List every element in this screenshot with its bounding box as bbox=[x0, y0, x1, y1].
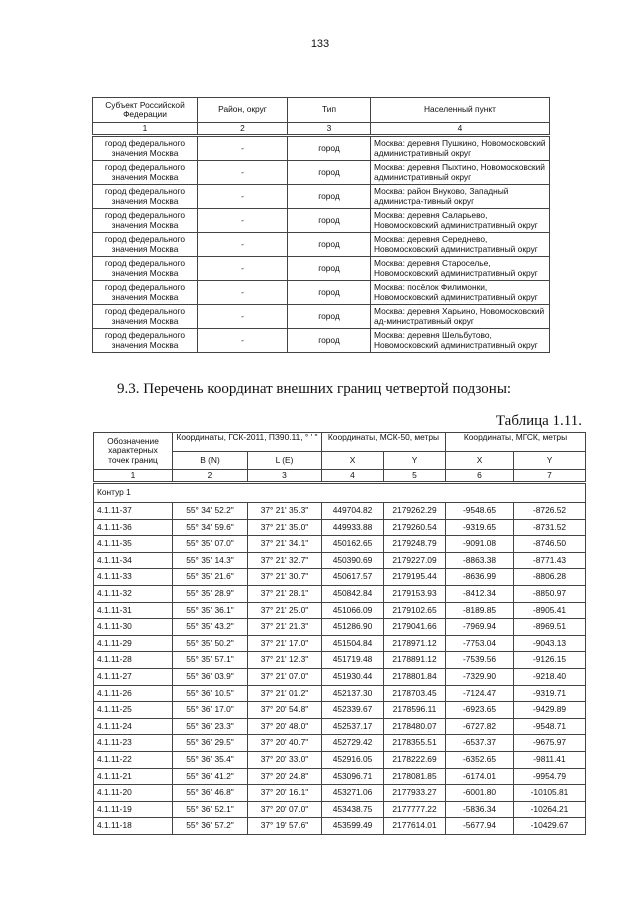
table-cell: 2179153.93 bbox=[384, 585, 446, 602]
table-cell: 37° 20' 40.7" bbox=[248, 735, 322, 752]
table-cell: 37° 21' 32.7" bbox=[248, 552, 322, 569]
table-cell: 4.1.11-20 bbox=[94, 785, 173, 802]
table-cell: -6174.01 bbox=[446, 768, 514, 785]
table-cell: 453271.06 bbox=[322, 785, 384, 802]
table-cell: -9126.15 bbox=[514, 652, 586, 669]
table-cell: 449704.82 bbox=[322, 503, 384, 520]
table-header bbox=[93, 98, 550, 123]
table-cell: 4.1.11-26 bbox=[94, 685, 173, 702]
section-heading: 9.3. Перечень координат внешних границ четвертой подзоны: bbox=[117, 381, 512, 397]
table-cell: -9811.41 bbox=[514, 751, 586, 768]
table-cell: -10105.81 bbox=[514, 785, 586, 802]
table-cell: город bbox=[288, 161, 371, 185]
column-number: 6 bbox=[446, 470, 514, 483]
table-cell: 55° 35' 28.9" bbox=[173, 585, 248, 602]
table-cell: -8189.85 bbox=[446, 602, 514, 619]
table-cell: 55° 35' 14.3" bbox=[173, 552, 248, 569]
table-cell: 37° 21' 25.0" bbox=[248, 602, 322, 619]
table-cell: - bbox=[198, 136, 288, 161]
table-cell: 37° 20' 07.0" bbox=[248, 801, 322, 818]
table-cell: -9091.08 bbox=[446, 536, 514, 553]
table-cell: Москва: деревня Харьино, Новомосковский ад-министративный округ bbox=[371, 305, 550, 329]
table-cell: Москва: посёлок Филимонки, Новомосковский административный округ bbox=[371, 281, 550, 305]
table-cell: -5677.94 bbox=[446, 818, 514, 835]
table-cell: -9218.40 bbox=[514, 668, 586, 685]
table-cell: 451066.09 bbox=[322, 602, 384, 619]
table-cell: 2178596.11 bbox=[384, 702, 446, 719]
column-number: 2 bbox=[173, 470, 248, 483]
table-cell: Москва: деревня Пушкино, Новомосковский административный округ bbox=[371, 136, 550, 161]
table-cell: 450842.84 bbox=[322, 585, 384, 602]
table-cell: -9043.13 bbox=[514, 635, 586, 652]
table-cell: 2178703.45 bbox=[384, 685, 446, 702]
table-cell: 4.1.11-29 bbox=[94, 635, 173, 652]
header-cell: X bbox=[446, 451, 514, 470]
table-cell: 37° 20' 48.0" bbox=[248, 718, 322, 735]
table-row bbox=[93, 185, 550, 209]
table-row bbox=[93, 209, 550, 233]
table-cell: 2178480.07 bbox=[384, 718, 446, 735]
table-row bbox=[94, 635, 586, 652]
header-cell: Координаты, МГСК, метры bbox=[446, 433, 586, 452]
table-cell: 450390.69 bbox=[322, 552, 384, 569]
table-cell: город федерального значения Москва bbox=[93, 233, 198, 257]
column-number: 4 bbox=[371, 123, 550, 136]
table-cell: 450162.65 bbox=[322, 536, 384, 553]
table-cell: 55° 36' 41.2" bbox=[173, 768, 248, 785]
table-cell: 55° 36' 03.9" bbox=[173, 668, 248, 685]
table-cell: 4.1.11-30 bbox=[94, 619, 173, 636]
table-cell: 4.1.11-31 bbox=[94, 602, 173, 619]
table-cell: -9319.65 bbox=[446, 519, 514, 536]
table-cell: 453096.71 bbox=[322, 768, 384, 785]
table-cell: -9548.71 bbox=[514, 718, 586, 735]
table-header bbox=[94, 433, 586, 452]
table-cell: город федерального значения Москва bbox=[93, 329, 198, 353]
table-cell: -8969.51 bbox=[514, 619, 586, 636]
table-cell: -8636.99 bbox=[446, 569, 514, 586]
table-cell: город bbox=[288, 281, 371, 305]
table-cell: 453599.49 bbox=[322, 818, 384, 835]
table-cell: город bbox=[288, 185, 371, 209]
coordinates-table bbox=[93, 432, 586, 835]
table-cell: -6923.65 bbox=[446, 702, 514, 719]
header-cell: Район, округ bbox=[198, 98, 288, 123]
table-caption: Таблица 1.11. bbox=[495, 413, 582, 429]
table-cell: 2178801.84 bbox=[384, 668, 446, 685]
header-cell: Обозначение характерных точек границ bbox=[94, 433, 173, 470]
table-row bbox=[94, 768, 586, 785]
table-cell: 55° 36' 46.8" bbox=[173, 785, 248, 802]
header-cell: Субъект Российской Федерации bbox=[93, 98, 198, 123]
table-cell: 2177614.01 bbox=[384, 818, 446, 835]
column-number: 3 bbox=[288, 123, 371, 136]
table-cell: 4.1.11-21 bbox=[94, 768, 173, 785]
page-number: 133 bbox=[310, 38, 330, 50]
table-cell: - bbox=[198, 185, 288, 209]
table-cell: Москва: деревня Середнево, Новомосковский административный округ bbox=[371, 233, 550, 257]
table-cell: -7329.90 bbox=[446, 668, 514, 685]
table-row bbox=[94, 751, 586, 768]
table-cell: город федерального значения Москва bbox=[93, 209, 198, 233]
table-cell: 453438.75 bbox=[322, 801, 384, 818]
table-cell: город федерального значения Москва bbox=[93, 305, 198, 329]
table-cell: 55° 36' 23.3" bbox=[173, 718, 248, 735]
table-row bbox=[93, 257, 550, 281]
table-cell: 2179041.66 bbox=[384, 619, 446, 636]
table-cell: 55° 35' 36.1" bbox=[173, 602, 248, 619]
table-cell: -9675.97 bbox=[514, 735, 586, 752]
table-cell: 37° 21' 35.3" bbox=[248, 503, 322, 520]
table-cell: город bbox=[288, 305, 371, 329]
table-cell: 4.1.11-32 bbox=[94, 585, 173, 602]
table-cell: 451930.44 bbox=[322, 668, 384, 685]
table-cell: -9548.65 bbox=[446, 503, 514, 520]
table-row bbox=[94, 801, 586, 818]
table-cell: 2179248.79 bbox=[384, 536, 446, 553]
table-cell: 451504.84 bbox=[322, 635, 384, 652]
table-cell: 4.1.11-24 bbox=[94, 718, 173, 735]
table-cell: 2178081.85 bbox=[384, 768, 446, 785]
contour-row bbox=[94, 483, 586, 503]
contour-label: Контур 1 bbox=[94, 483, 586, 503]
header-cell: B (N) bbox=[173, 451, 248, 470]
table-cell: 2177933.27 bbox=[384, 785, 446, 802]
table-cell: 4.1.11-19 bbox=[94, 801, 173, 818]
table-cell: - bbox=[198, 233, 288, 257]
table-cell: -9319.71 bbox=[514, 685, 586, 702]
table-cell: 4.1.11-36 bbox=[94, 519, 173, 536]
header-cell: Y bbox=[384, 451, 446, 470]
table-cell: - bbox=[198, 281, 288, 305]
table-cell: -8726.52 bbox=[514, 503, 586, 520]
table-cell: - bbox=[198, 161, 288, 185]
table-cell: 37° 20' 24.8" bbox=[248, 768, 322, 785]
column-number: 1 bbox=[94, 470, 173, 483]
table-row bbox=[94, 519, 586, 536]
table-cell: 4.1.11-27 bbox=[94, 668, 173, 685]
table-cell: город федерального значения Москва bbox=[93, 185, 198, 209]
table-cell: -8412.34 bbox=[446, 585, 514, 602]
table-cell: -7124.47 bbox=[446, 685, 514, 702]
column-numbers bbox=[94, 470, 586, 483]
table-row bbox=[94, 652, 586, 669]
table-row bbox=[94, 536, 586, 553]
table-cell: 37° 21' 35.0" bbox=[248, 519, 322, 536]
table-row bbox=[94, 619, 586, 636]
table-row bbox=[94, 685, 586, 702]
table-cell: 37° 21' 01.2" bbox=[248, 685, 322, 702]
table-cell: 37° 20' 54.8" bbox=[248, 702, 322, 719]
table-cell: -6537.37 bbox=[446, 735, 514, 752]
table-cell: - bbox=[198, 209, 288, 233]
table-cell: 2177777.22 bbox=[384, 801, 446, 818]
table-cell: 4.1.11-28 bbox=[94, 652, 173, 669]
table-cell: 452729.42 bbox=[322, 735, 384, 752]
table-cell: -8746.50 bbox=[514, 536, 586, 553]
table-cell: 4.1.11-35 bbox=[94, 536, 173, 553]
header-cell: X bbox=[322, 451, 384, 470]
table-cell: -8905.41 bbox=[514, 602, 586, 619]
table-cell: -9429.89 bbox=[514, 702, 586, 719]
table-cell: 2179260.54 bbox=[384, 519, 446, 536]
header-cell: Координаты, МСК-50, метры bbox=[322, 433, 446, 452]
table-cell: 37° 19' 57.6" bbox=[248, 818, 322, 835]
table-cell: -8863.38 bbox=[446, 552, 514, 569]
table-cell: 2179262.29 bbox=[384, 503, 446, 520]
table-cell: город bbox=[288, 209, 371, 233]
table-cell: -10429.67 bbox=[514, 818, 586, 835]
table-cell: 37° 21' 34.1" bbox=[248, 536, 322, 553]
table-cell: 55° 34' 52.2" bbox=[173, 503, 248, 520]
table-cell: -8731.52 bbox=[514, 519, 586, 536]
table-cell: 55° 36' 10.5" bbox=[173, 685, 248, 702]
table-cell: 450617.57 bbox=[322, 569, 384, 586]
table-row bbox=[94, 702, 586, 719]
column-number: 7 bbox=[514, 470, 586, 483]
table-cell: -7539.56 bbox=[446, 652, 514, 669]
table-cell: город федерального значения Москва bbox=[93, 281, 198, 305]
table-cell: 37° 21' 17.0" bbox=[248, 635, 322, 652]
table-cell: 55° 35' 43.2" bbox=[173, 619, 248, 636]
table-cell: 452537.17 bbox=[322, 718, 384, 735]
table-cell: город bbox=[288, 329, 371, 353]
table-cell: -6352.65 bbox=[446, 751, 514, 768]
table-row bbox=[94, 585, 586, 602]
header-cell: Координаты, ГСК-2011, ПЗ90.11, ° ' " bbox=[173, 433, 322, 452]
header-cell: Y bbox=[514, 451, 586, 470]
table-cell: 2179227.09 bbox=[384, 552, 446, 569]
table-row bbox=[94, 569, 586, 586]
table-cell: 2178891.12 bbox=[384, 652, 446, 669]
table-cell: 55° 34' 59.6" bbox=[173, 519, 248, 536]
table-row bbox=[94, 735, 586, 752]
table-row bbox=[93, 233, 550, 257]
table-cell: -6001.80 bbox=[446, 785, 514, 802]
table-cell: 4.1.11-25 bbox=[94, 702, 173, 719]
table-cell: 452339.67 bbox=[322, 702, 384, 719]
table-row bbox=[94, 668, 586, 685]
table-row bbox=[94, 552, 586, 569]
table-cell: -5836.34 bbox=[446, 801, 514, 818]
header-cell: Тип bbox=[288, 98, 371, 123]
table-cell: 4.1.11-18 bbox=[94, 818, 173, 835]
table-cell: Москва: район Внуково, Западный администра-тивный округ bbox=[371, 185, 550, 209]
table-row bbox=[94, 818, 586, 835]
table-row bbox=[93, 136, 550, 161]
table-cell: Москва: деревня Шельбутово, Новомосковский административный округ bbox=[371, 329, 550, 353]
column-number: 2 bbox=[198, 123, 288, 136]
table-cell: -8850.97 bbox=[514, 585, 586, 602]
table-cell: 55° 36' 57.2" bbox=[173, 818, 248, 835]
column-numbers bbox=[93, 123, 550, 136]
table-cell: Москва: деревня Саларьево, Новомосковский административный округ bbox=[371, 209, 550, 233]
table-cell: 55° 36' 29.5" bbox=[173, 735, 248, 752]
table-cell: 37° 21' 30.7" bbox=[248, 569, 322, 586]
table-cell: 4.1.11-34 bbox=[94, 552, 173, 569]
table-cell: -7969.94 bbox=[446, 619, 514, 636]
table-cell: 449933.88 bbox=[322, 519, 384, 536]
table-cell: 451719.48 bbox=[322, 652, 384, 669]
table-cell: 4.1.11-23 bbox=[94, 735, 173, 752]
table-cell: город bbox=[288, 233, 371, 257]
table-cell: 4.1.11-37 bbox=[94, 503, 173, 520]
table-cell: - bbox=[198, 305, 288, 329]
column-number: 4 bbox=[322, 470, 384, 483]
table-row bbox=[94, 718, 586, 735]
column-number: 5 bbox=[384, 470, 446, 483]
header-cell: Населенный пункт bbox=[371, 98, 550, 123]
settlements-table bbox=[92, 97, 550, 353]
table-cell: город федерального значения Москва bbox=[93, 257, 198, 281]
column-number: 3 bbox=[248, 470, 322, 483]
table-cell: -9954.79 bbox=[514, 768, 586, 785]
table-cell: 37° 21' 12.3" bbox=[248, 652, 322, 669]
table-cell: -8771.43 bbox=[514, 552, 586, 569]
table-cell: 2179102.65 bbox=[384, 602, 446, 619]
table-cell: 55° 36' 35.4" bbox=[173, 751, 248, 768]
table-cell: 37° 20' 16.1" bbox=[248, 785, 322, 802]
table-cell: 55° 36' 17.0" bbox=[173, 702, 248, 719]
table-cell: 37° 20' 33.0" bbox=[248, 751, 322, 768]
table-cell: 2178971.12 bbox=[384, 635, 446, 652]
table-cell: Москва: деревня Пыхтино, Новомосковский административный округ bbox=[371, 161, 550, 185]
table-cell: 2178355.51 bbox=[384, 735, 446, 752]
table-cell: город bbox=[288, 257, 371, 281]
table-row bbox=[93, 281, 550, 305]
table-row bbox=[93, 329, 550, 353]
table-cell: 37° 21' 07.0" bbox=[248, 668, 322, 685]
table-cell: Москва: деревня Староселье, Новомосковский административный округ bbox=[371, 257, 550, 281]
table-cell: 2179195.44 bbox=[384, 569, 446, 586]
column-number: 1 bbox=[93, 123, 198, 136]
table-cell: 451286.90 bbox=[322, 619, 384, 636]
table-row bbox=[93, 305, 550, 329]
table-cell: 55° 35' 07.0" bbox=[173, 536, 248, 553]
table-cell: 55° 36' 52.1" bbox=[173, 801, 248, 818]
table-cell: 452916.05 bbox=[322, 751, 384, 768]
header-cell: L (E) bbox=[248, 451, 322, 470]
table-cell: 55° 35' 50.2" bbox=[173, 635, 248, 652]
table-cell: -10264.21 bbox=[514, 801, 586, 818]
table-cell: 55° 35' 57.1" bbox=[173, 652, 248, 669]
table-cell: 4.1.11-22 bbox=[94, 751, 173, 768]
table-cell: - bbox=[198, 329, 288, 353]
table-cell: город федерального значения Москва bbox=[93, 161, 198, 185]
table-cell: 452137.30 bbox=[322, 685, 384, 702]
table-row bbox=[93, 161, 550, 185]
table-cell: 37° 21' 21.3" bbox=[248, 619, 322, 636]
table-cell: город федерального значения Москва bbox=[93, 136, 198, 161]
table-cell: -8806.28 bbox=[514, 569, 586, 586]
table-cell: 55° 35' 21.6" bbox=[173, 569, 248, 586]
table-cell: -7753.04 bbox=[446, 635, 514, 652]
table-cell: 4.1.11-33 bbox=[94, 569, 173, 586]
table-row bbox=[94, 785, 586, 802]
table-cell: -6727.82 bbox=[446, 718, 514, 735]
table-cell: - bbox=[198, 257, 288, 281]
table-cell: 2178222.69 bbox=[384, 751, 446, 768]
table-row bbox=[94, 503, 586, 520]
table-cell: 37° 21' 28.1" bbox=[248, 585, 322, 602]
table-row bbox=[94, 602, 586, 619]
table-cell: город bbox=[288, 136, 371, 161]
